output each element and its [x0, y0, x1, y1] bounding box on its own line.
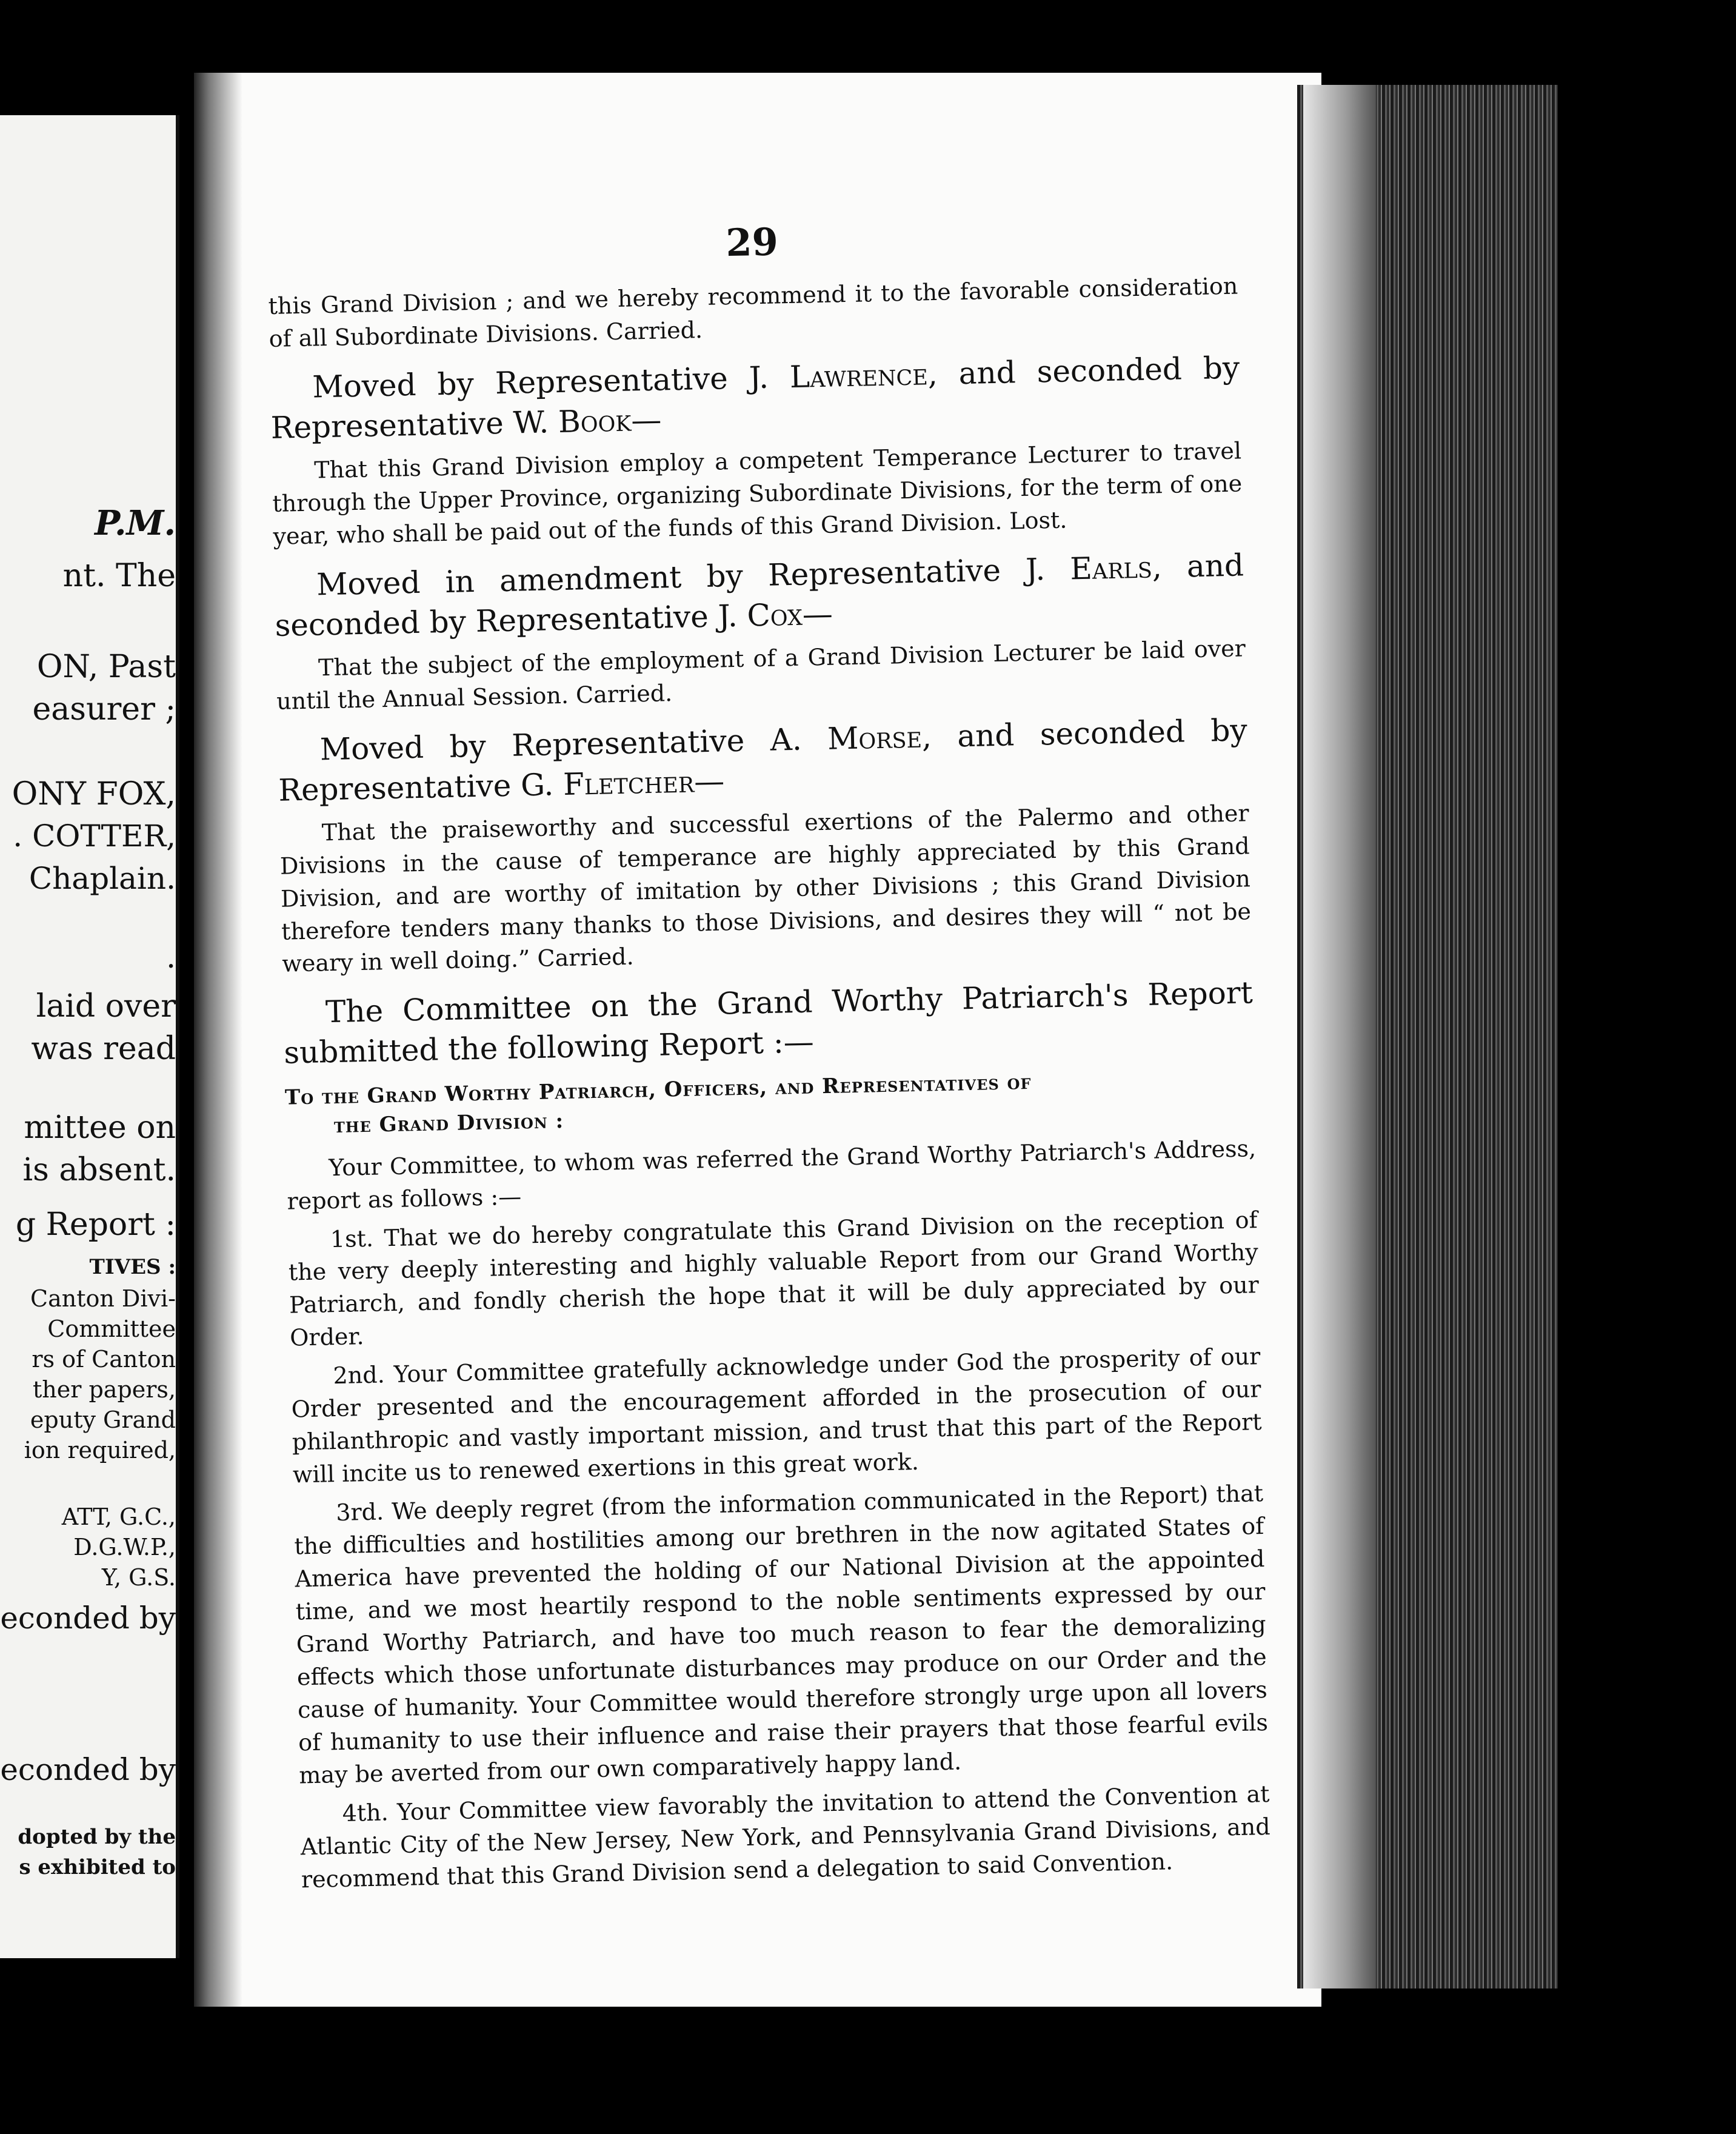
left-line: Chaplain. [28, 861, 176, 896]
motion-heading: Moved by Representative A. Morse, and seconded by Representative G. Fletcher— [278, 712, 1248, 808]
left-line: econded by [0, 1600, 176, 1636]
left-line: is absent. [22, 1152, 176, 1188]
left-line: Committee [47, 1316, 176, 1342]
left-line: D.G.W.P., [73, 1534, 176, 1560]
left-line: ATT, G.C., [61, 1504, 176, 1530]
left-line: mittee on [24, 1109, 176, 1146]
report-item: 4th. Your Committee view favorably the invitation to attend the Convention at Atlantic City of the New Jersey, New York, and Pennsylvania Grand Divisions, and recommend that this Grand Division send a delegation to said Convention. [300, 1780, 1270, 1893]
address-salutation: To the Grand Worthy Patriarch, Officers, and Representatives of the Grand Division : [284, 1070, 1032, 1139]
left-line: was read [31, 1031, 176, 1067]
report-item: 2nd. Your Committee gratefully acknowledge under God the prosperity of our Order presented and the encouragement afforded in the prosecution of our philanthropic and vastly important mission, and trust that this part of the Report will incite us to renewed exertions in this great work. [291, 1343, 1262, 1488]
motion-heading: Moved in amendment by Representative J. Earls, and seconded by Representative J. Cox— [275, 547, 1244, 643]
page-number: 29 [725, 219, 779, 266]
paragraph: Your Committee, to whom was referred the Grand Worthy Patriarch's Address, report as follows :— [287, 1134, 1257, 1215]
paragraph: this Grand Division ; and we hereby recommend it to the favorable consideration of all Subordinate Divisions. Carried. [268, 272, 1238, 352]
left-line: ther papers, [32, 1376, 176, 1403]
left-line: rs of Canton [32, 1346, 176, 1373]
gutter-shadow [194, 73, 242, 2007]
previous-page-fragment [0, 115, 179, 1958]
report-item: 3rd. We deeply regret (from the information communicated in the Report) that the difficulties and hostilities among our brethren in the now agitated States of America have prevented the holding of our National Division at the appointed time, and we most heartily respond to the noble sentiments expressed by our Grand Worthy Patriarch, and have too much reason to fear the demoralizing effects which those unfortunate disturbances may produce on our Order and the cause of humanity. Your Committee would therefore strongly urge upon all lovers of humanity to use their influence and raise their prayers that those fearful evils may be averted from our own comparatively happy land. [294, 1480, 1269, 1789]
page-text [267, 210, 1271, 1896]
left-line: eputy Grand [30, 1406, 176, 1433]
left-line: easurer ; [32, 691, 176, 728]
left-line: Y, G.S. [101, 1564, 176, 1591]
left-line: laid over [36, 988, 176, 1025]
report-item: 1st. That we do hereby congratulate this Grand Division on the reception of the very deeply interesting and highly valuable Report from our Grand Worthy Patriarch, and fondly cherish the hope that it will be duly appreciated by our Order. [288, 1206, 1260, 1351]
paragraph: That this Grand Division employ a competent Temperance Lecturer to travel through the Upper Province, organizing Subordinate Divisions, for the term of one year, who shall be paid out of the funds of this Grand Division. Lost. [272, 437, 1243, 550]
left-line: . [166, 940, 176, 975]
motion-heading: Moved by Representative J. Lawrence, and seconded by Representative W. Book— [270, 350, 1240, 446]
paragraph: That the praiseworthy and successful exertions of the Palermo and other Divisions in the cause of temperance are highly appreciated by this Grand Division, and are worthy of imitation by other Divisions ; this Grand Division therefore tenders many thanks to those Divisions, and desires they will “ not be weary in well doing.” Carried. [279, 799, 1252, 978]
left-line: ion required, [24, 1437, 176, 1463]
left-line: s exhibited to [19, 1855, 176, 1879]
left-line: ONY FOX, [12, 776, 176, 812]
paragraph: That the subject of the employment of a Grand Division Lecturer be laid over until the Annual Session. Carried. [276, 635, 1246, 715]
left-line: . COTTER, [13, 818, 176, 854]
left-line: ON, Past [36, 649, 176, 685]
left-line: Canton Divi- [30, 1285, 176, 1312]
left-line: TIVES : [89, 1255, 176, 1279]
left-line: nt. The [62, 558, 176, 594]
left-line: P.M. [95, 503, 176, 543]
left-line: dopted by the [18, 1825, 176, 1849]
page-edge-highlight [1303, 85, 1376, 1988]
committee-heading: The Committee on the Grand Worthy Patriarch's Report submitted the following Report :— [283, 975, 1254, 1071]
left-line: econded by [0, 1752, 176, 1787]
left-line: g Report : [15, 1206, 176, 1243]
